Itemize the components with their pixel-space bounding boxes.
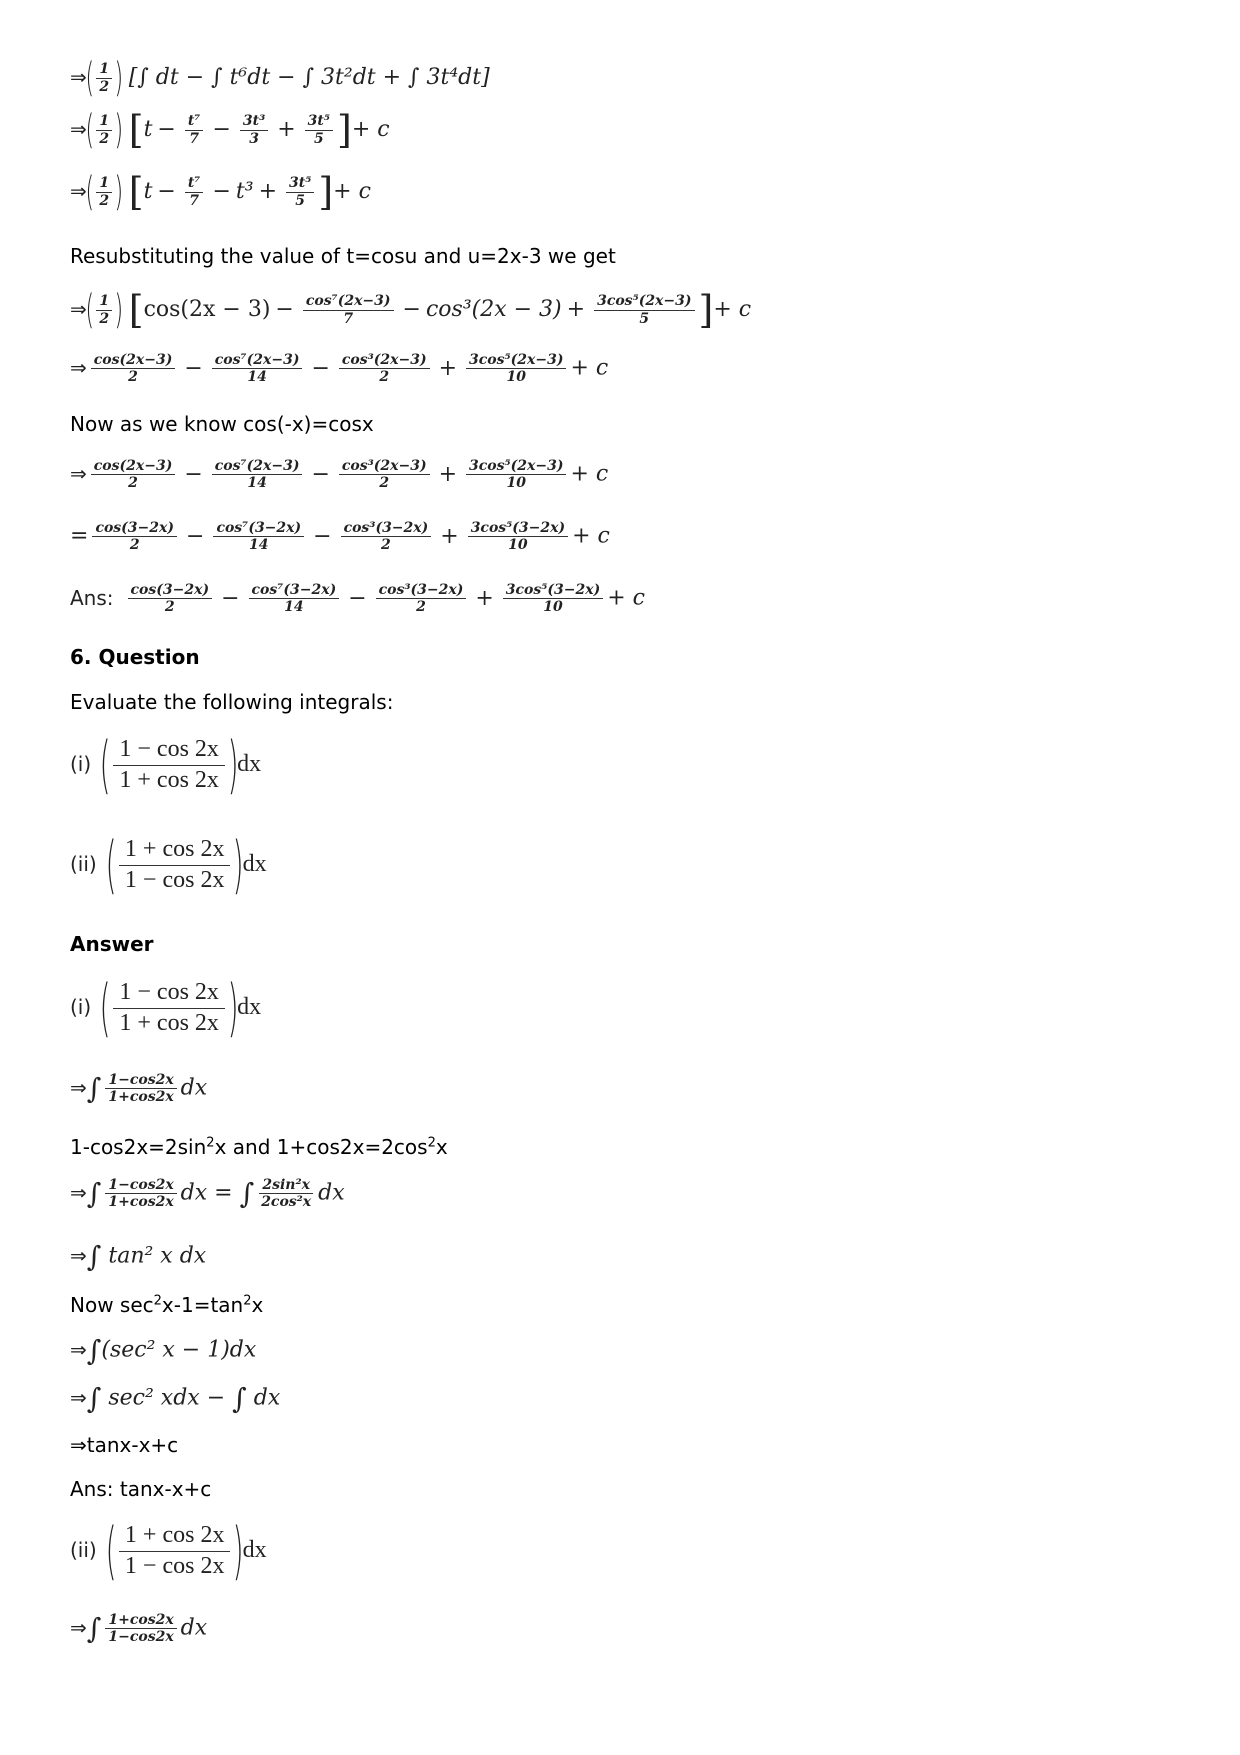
answer-step-integral: ⇒∫ $\frac{1-\cos 2x}{1+\cos 2x}$ dx — [70, 1072, 208, 1106]
answer-step-sec-2: ⇒∫ sec² xdx − ∫ dx — [70, 1382, 281, 1415]
identity-text: $1-\cos 2x=2\sin^2x$ and $1+\cos 2x=2\cos^2x$ — [70, 1135, 448, 1159]
implies-arrow: ⇒ — [70, 65, 87, 89]
tan-result: ⇒tanx-x+c — [70, 1433, 179, 1457]
step-4: ⇒ ( 1 2 ) [cos(2x − 3) − $\frac{\text{cos⁷(2x−3)}}{7}$ − cos³(2x − 3) + $\frac{\text{3cos⁵(2x−3)}}{5}$ ]+ c — [70, 287, 752, 333]
answer-step-sec-1: ⇒∫(sec² x − 1)dx — [70, 1334, 257, 1367]
question-part-i: (i) ( 1 − cos 2x 1 + cos 2x ) dx — [70, 728, 262, 801]
know-text: Now as we know cos(-x)=cosx — [70, 412, 374, 436]
step-3: ⇒ ( 1 2 ) [t − $\frac{\text{t⁷}}{7}$ − t³ + $\frac{\text{3t⁵}}{5}$ ]+ c — [70, 169, 371, 215]
answer-step-tan: ⇒∫ tan² x dx — [70, 1240, 207, 1273]
question-heading: 6. Question — [70, 645, 200, 669]
answer-step-ii-integral: ⇒∫ $\frac{1+\cos 2x}{1-\cos 2x}$ dx — [70, 1612, 208, 1646]
resub-text: Resubstituting the value of t=cosu and u=2x-3 we get — [70, 244, 616, 268]
sec-identity-text: Now $\sec^2x-1=\tan^2x$ — [70, 1293, 264, 1317]
question-part-ii: (ii) ( 1 + cos 2x 1 − cos 2x ) dx — [70, 828, 267, 901]
answer-part-i: (i) ( 1 − cos 2x 1 + cos 2x ) dx — [70, 971, 262, 1044]
answer-5: Ans: $\frac{\cos(3-2x)}{2}$ − $\frac{\text{cos⁷(3−2x)}}{14}$ − $\frac{\text{cos³(3−2x)}}{2}$ + $\frac{\text{3cos⁵(3−2x)}}{10}$ + c — [70, 582, 645, 616]
step-2: ⇒ ( 1 2 ) [t − $\frac{\text{t⁷}}{7}$ − $\frac{\text{3t³}}{3}$ + $\frac{\text{3t⁵}}{5}$ ]+ c — [70, 107, 390, 153]
step-1: ⇒ ( 1 2 ) [∫ dt − ∫ t⁶dt − ∫ 3t²dt + ∫ 3t⁴dt] — [70, 55, 490, 101]
step-1-expr: [∫ dt − ∫ t⁶dt − ∫ 3t²dt + ∫ 3t⁴dt] — [128, 65, 490, 90]
step-7: = $\frac{\cos(3-2x)}{2}$ − $\frac{\text{cos⁷(3−2x)}}{14}$ − $\frac{\text{cos³(3−2x)}}{2}$ + $\frac{\text{3cos⁵(3−2x)}}{10}$ + c — [70, 520, 610, 554]
answer-i-final: Ans: tanx-x+c — [70, 1477, 212, 1501]
question-prompt: Evaluate the following integrals: — [70, 690, 394, 714]
answer-part-ii: (ii) ( 1 + cos 2x 1 − cos 2x ) dx — [70, 1514, 267, 1587]
step-6: ⇒ $\frac{\cos(2x-3)}{2}$ − $\frac{\text{cos⁷(2x−3)}}{14}$ − $\frac{\text{cos³(2x−3)}}{2}$ + $\frac{\text{3cos⁵(2x−3)}}{10}$ + c — [70, 458, 609, 492]
answer-heading: Answer — [70, 932, 154, 956]
answer-step-identity: ⇒∫ $\frac{1-\cos 2x}{1+\cos 2x}$ dx = ∫ $\frac{\text{2sin²x}}{\text{2cos²x}}$ dx — [70, 1177, 345, 1211]
step-5: ⇒ $\frac{\cos(2x-3)}{2}$ − $\frac{\text{cos⁷(2x−3)}}{14}$ − $\frac{\text{cos³(2x−3)}}{2}$ + $\frac{\text{3cos⁵(2x−3)}}{10}$ + c — [70, 352, 609, 386]
